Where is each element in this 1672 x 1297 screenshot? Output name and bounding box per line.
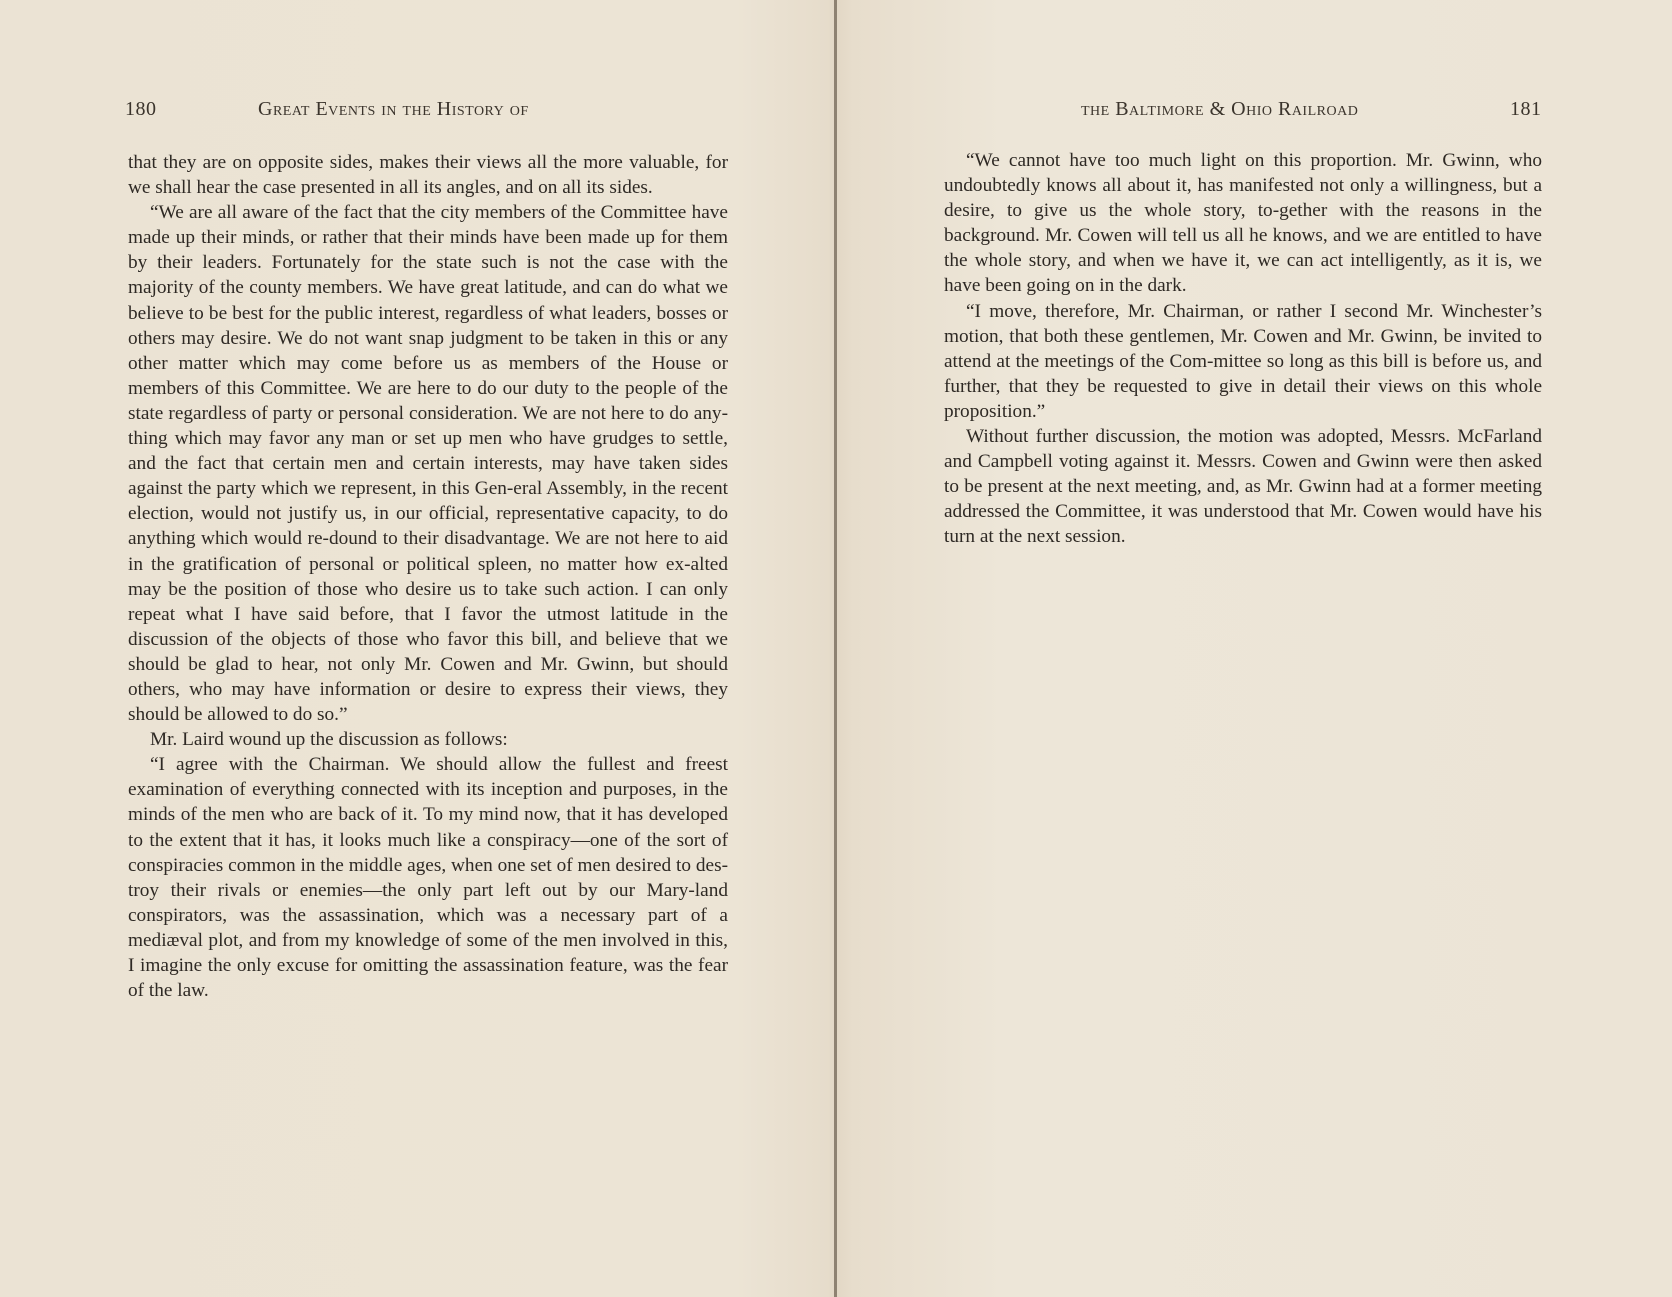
body-text — [944, 148, 1542, 550]
page-number: 181 — [1510, 98, 1542, 120]
page-number: 180 — [125, 98, 157, 120]
running-head: the Baltimore & Ohio Railroad — [1081, 98, 1359, 120]
right-page — [837, 0, 1672, 1297]
body-text — [128, 150, 728, 1003]
paragraph: “We are all aware of the fact that the city members of the Committee have made up their minds, or rather that their minds have been made up for them by their leaders. Fortunately for the state such is not the case with the majority of the county members. We have great latitude, and can do what we believe to be best for the public interest, regardless of what leaders, bosses or others may desire. We do not want snap judgment to be taken in this or any other matter which may come before us as members of the House or members of this Committee. We are here to do our duty to the people of the state regardless of party or personal consideration. We are not here to do any-thing which may favor any man or set up men who have grudges to settle, and the fact that certain men and certain interests, may have taken sides against the party which we represent, in this Gen-eral Assembly, in the recent election, would not justify us, in our official, representative capacity, to do anything which would re-dound to their disadvantage. We are not here to aid in the gratification of personal or political spleen, no matter how ex-alted may be the position of those who desire us to take such action. I can only repeat what I have said before, that I favor the utmost latitude in the discussion of the objects of those who favor this bill, and believe that we should be glad to hear, not only Mr. Cowen and Mr. Gwinn, but should others, who may have information or desire to express their views, they should be allowed to do so.” — [128, 202, 728, 726]
paragraph: “I move, therefore, Mr. Chairman, or rather I second Mr. Winchester’s motion, that both these gentlemen, Mr. Cowen and Mr. Gwinn, be invited to attend at the meetings of the Com-mittee so long as this bill is before us, and further, that they be requested to give in detail their views on this whole proposition.” — [944, 300, 1542, 422]
running-head: Great Events in the History of — [258, 98, 529, 120]
paragraph: Mr. Laird wound up the discussion as follows: — [150, 729, 508, 751]
paragraph: “I agree with the Chairman. We should allow the fullest and freest examination of everything connected with its inception and purposes, in the minds of the men who are back of it. To my mind now, that it has developed to the extent that it has, it looks much like a conspiracy—one of the sort of conspiracies common in the middle ages, when one set of men desired to des-troy their rivals or enemies—the only part left out by our Mary-land conspirators, was the assassination, which was a necessary part of a mediæval plot, and from my knowledge of some of the men involved in this, I imagine the only excuse for omitting the assassination feature, was the fear of the law. — [128, 754, 728, 1002]
paragraph: Without further discussion, the motion was adopted, Messrs. McFarland and Campbell voting against it. Messrs. Cowen and Gwinn were then asked to be present at the next meeting, and, as Mr. Gwinn had at a former meeting addressed the Committee, it was understood that Mr. Cowen would have his turn at the next session. — [944, 426, 1542, 548]
paragraph: “We cannot have too much light on this proportion. Mr. Gwinn, who undoubtedly knows all about it, has manifested not only a willingness, but a desire, to give us the whole story, to-gether with the reasons in the background. Mr. Cowen will tell us all he knows, and we are entitled to have the whole story, and when we have it, we can act intelligently, as it is, we have been going on in the dark. — [944, 150, 1542, 297]
left-page — [0, 0, 834, 1297]
paragraph: that they are on opposite sides, makes their views all the more valuable, for we shall hear the case presented in all its angles, and on all its sides. — [128, 152, 728, 199]
